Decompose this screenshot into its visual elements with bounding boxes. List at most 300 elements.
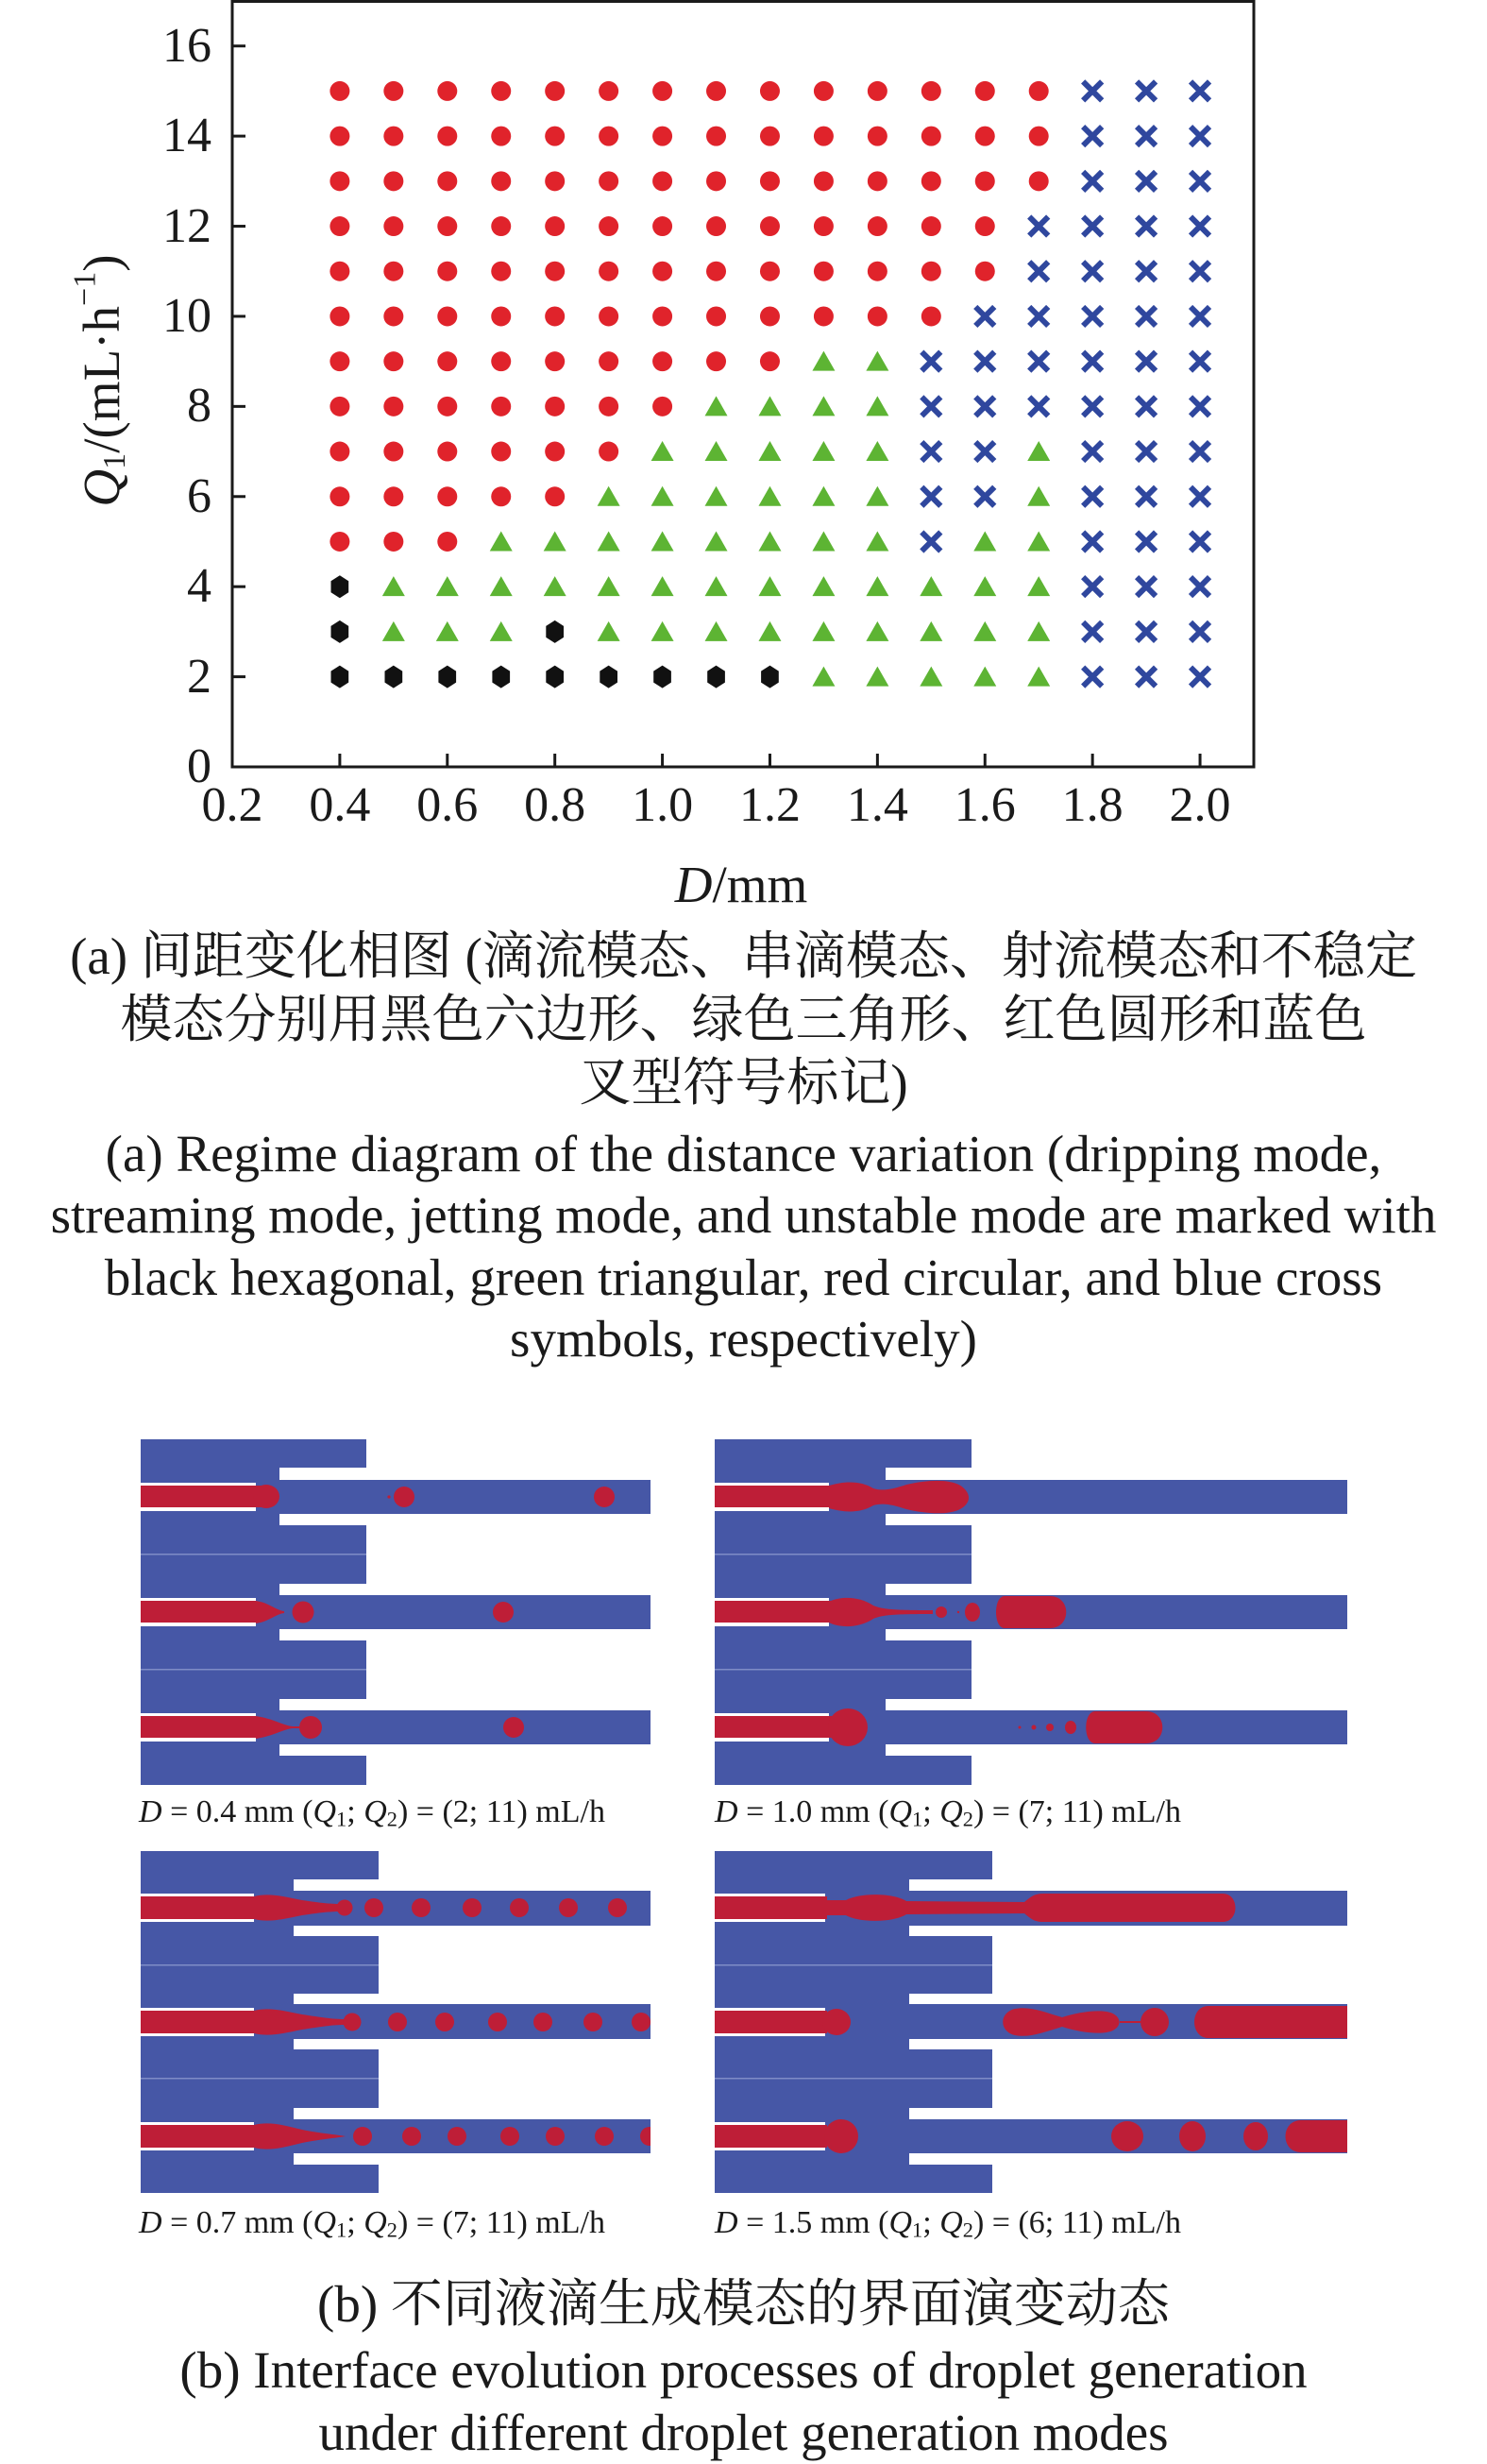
marker-unstable [1029, 217, 1048, 236]
label-sep: ; [346, 2205, 364, 2240]
marker-unstable [1137, 577, 1156, 596]
marker-jetting [706, 306, 726, 326]
caption-a-zh-line-3: 叉型符号标记) [579, 1054, 908, 1112]
x-tick-label: 0.4 [309, 778, 371, 832]
marker-jetting [599, 442, 618, 462]
marker-streaming [382, 576, 405, 596]
marker-unstable [1137, 352, 1156, 371]
marker-unstable [1083, 442, 1102, 461]
marker-dripping [707, 666, 725, 688]
marker-jetting [383, 81, 403, 101]
marker-jetting [868, 81, 887, 101]
marker-streaming [598, 576, 620, 596]
marker-jetting [545, 216, 565, 236]
marker-streaming [973, 621, 996, 641]
marker-streaming [866, 441, 888, 461]
marker-jetting [491, 216, 511, 236]
caption-a-en-line-2: streaming mode, jetting mode, and unstable mode are marked with [50, 1186, 1437, 1244]
label-sep: ; [346, 1794, 364, 1829]
marker-streaming [598, 486, 620, 506]
label-q1-symbol: Q [888, 2205, 913, 2240]
marker-unstable [1029, 397, 1048, 416]
marker-unstable [921, 352, 940, 371]
label-q1-sub: 1 [336, 2218, 347, 2242]
snapshot-label-d-1-5 [715, 2205, 1181, 2241]
marker-jetting [437, 306, 457, 326]
x-tick-label: 0.2 [201, 778, 263, 832]
marker-streaming [490, 621, 513, 641]
label-q2-symbol: Q [363, 2205, 387, 2240]
marker-jetting [545, 486, 565, 506]
marker-jetting [652, 397, 672, 416]
x-axis-unit: /mm [712, 856, 808, 913]
marker-unstable [1083, 397, 1102, 416]
marker-unstable [975, 442, 994, 461]
snapshot-dripping-d-0-4 [132, 1431, 661, 1799]
marker-jetting [330, 127, 349, 146]
marker-streaming [973, 667, 996, 687]
marker-jetting [868, 216, 887, 236]
marker-jetting [491, 262, 511, 281]
marker-jetting [706, 127, 726, 146]
marker-streaming [812, 621, 835, 641]
marker-unstable [1137, 668, 1156, 687]
marker-jetting [921, 306, 941, 326]
marker-jetting [383, 171, 403, 191]
marker-jetting [383, 442, 403, 462]
marker-unstable [1083, 81, 1102, 100]
y-tick-label: 0 [187, 739, 211, 793]
marker-jetting [545, 442, 565, 462]
marker-streaming [490, 576, 513, 596]
marker-jetting [921, 171, 941, 191]
label-q2-sub: 2 [962, 1807, 973, 1831]
marker-jetting [760, 81, 780, 101]
marker-jetting [975, 171, 995, 191]
marker-streaming [758, 576, 781, 596]
marker-jetting [545, 127, 565, 146]
marker-jetting [383, 262, 403, 281]
marker-jetting [599, 262, 618, 281]
marker-dripping [492, 666, 510, 688]
marker-jetting [1029, 81, 1049, 101]
marker-streaming [866, 351, 888, 371]
marker-unstable [1137, 442, 1156, 461]
label-q1-sub: 1 [912, 2218, 923, 2242]
marker-jetting [491, 127, 511, 146]
marker-streaming [705, 576, 728, 596]
y-tick-label: 4 [187, 559, 211, 614]
marker-unstable [1029, 307, 1048, 326]
marker-unstable [1083, 668, 1102, 687]
marker-jetting [921, 127, 941, 146]
y-axis-superscript: −1 [67, 271, 103, 307]
marker-jetting [706, 171, 726, 191]
marker-dripping [438, 666, 456, 688]
marker-jetting [706, 81, 726, 101]
marker-jetting [652, 351, 672, 371]
marker-dripping [546, 620, 564, 643]
marker-jetting [330, 171, 349, 191]
marker-jetting [437, 486, 457, 506]
marker-jetting [383, 486, 403, 506]
marker-streaming [812, 441, 835, 461]
marker-jetting [814, 216, 834, 236]
marker-jetting [491, 351, 511, 371]
marker-jetting [437, 442, 457, 462]
marker-dripping [761, 666, 779, 688]
label-q1-symbol: Q [313, 1794, 337, 1829]
caption-b-en-line-1: (b) Interface evolution processes of droplet generation [179, 2341, 1308, 2399]
marker-streaming [758, 441, 781, 461]
marker-streaming [1027, 441, 1050, 461]
marker-jetting [330, 442, 349, 462]
marker-jetting [814, 306, 834, 326]
marker-unstable [1191, 442, 1209, 461]
label-q1-sub: 1 [336, 1807, 347, 1831]
marker-streaming [812, 531, 835, 551]
marker-jetting [330, 397, 349, 416]
marker-streaming [758, 621, 781, 641]
marker-jetting [491, 442, 511, 462]
marker-streaming [812, 667, 835, 687]
marker-jetting [921, 216, 941, 236]
marker-streaming [812, 351, 835, 371]
marker-streaming [1027, 576, 1050, 596]
marker-streaming [705, 531, 728, 551]
plot-frame [232, 2, 1254, 768]
y-axis-unit: /(mL·h [73, 306, 130, 453]
marker-jetting [330, 486, 349, 506]
marker-jetting [383, 306, 403, 326]
marker-streaming [651, 486, 674, 506]
marker-dripping [331, 620, 349, 643]
label-q2-sub: 2 [386, 2218, 397, 2242]
marker-jetting [545, 306, 565, 326]
marker-streaming [812, 486, 835, 506]
marker-jetting [599, 397, 618, 416]
marker-streaming [382, 621, 405, 641]
marker-jetting [383, 351, 403, 371]
marker-streaming [920, 576, 942, 596]
marker-jetting [330, 532, 349, 552]
marker-jetting [437, 171, 457, 191]
snapshot-label-d-0-4 [139, 1794, 605, 1830]
marker-jetting [760, 127, 780, 146]
marker-streaming [866, 667, 888, 687]
marker-unstable [1083, 217, 1102, 236]
marker-jetting [491, 171, 511, 191]
marker-streaming [705, 486, 728, 506]
marker-unstable [975, 487, 994, 506]
marker-jetting [599, 127, 618, 146]
marker-unstable [1137, 397, 1156, 416]
label-q2-symbol: Q [939, 2205, 963, 2240]
marker-unstable [1083, 532, 1102, 551]
y-tick-label: 12 [162, 198, 211, 253]
y-tick-label: 8 [187, 379, 211, 433]
marker-streaming [973, 576, 996, 596]
marker-jetting [437, 127, 457, 146]
snapshot-streaming-d-1-0 [699, 1431, 1378, 1799]
marker-jetting [868, 306, 887, 326]
marker-jetting [383, 127, 403, 146]
marker-unstable [1191, 668, 1209, 687]
marker-jetting [491, 397, 511, 416]
marker-unstable [1191, 172, 1209, 191]
label-values: ) = (7; 11) mL/h [972, 1794, 1181, 1829]
marker-streaming [866, 531, 888, 551]
marker-dripping [331, 575, 349, 598]
snapshot-jetting-d-0-7 [132, 1842, 661, 2205]
marker-jetting [814, 81, 834, 101]
marker-jetting [760, 216, 780, 236]
label-q2-symbol: Q [363, 1794, 387, 1829]
marker-jetting [975, 81, 995, 101]
caption-b-en-line-2: under different droplet generation modes [318, 2404, 1169, 2461]
marker-unstable [1191, 622, 1209, 641]
marker-unstable [1191, 127, 1209, 145]
marker-jetting [545, 351, 565, 371]
marker-unstable [1083, 487, 1102, 506]
y-axis-label [67, 254, 133, 507]
marker-jetting [383, 216, 403, 236]
marker-jetting [868, 127, 887, 146]
label-sep: ; [922, 2205, 940, 2240]
marker-dripping [385, 666, 403, 688]
marker-streaming [1027, 621, 1050, 641]
marker-streaming [651, 441, 674, 461]
label-values: ) = (7; 11) mL/h [397, 2205, 605, 2240]
marker-unstable [921, 397, 940, 416]
marker-jetting [760, 306, 780, 326]
y-tick-label: 6 [187, 468, 211, 523]
marker-jetting [437, 216, 457, 236]
x-tick-label: 0.6 [416, 778, 479, 832]
label-d-value: = 1.0 mm ( [737, 1794, 889, 1829]
marker-unstable [1191, 577, 1209, 596]
marker-jetting [975, 216, 995, 236]
marker-streaming [544, 531, 566, 551]
caption-a-zh-line-2: 模态分别用黑色六边形、绿色三角形、红色圆形和蓝色 [120, 991, 1367, 1048]
marker-streaming [651, 531, 674, 551]
marker-unstable [975, 307, 994, 326]
marker-jetting [599, 81, 618, 101]
caption-a-en-line-1: (a) Regime diagram of the distance variation (dripping mode, [105, 1125, 1382, 1182]
marker-unstable [1191, 532, 1209, 551]
marker-unstable [1137, 217, 1156, 236]
label-q1-symbol: Q [313, 2205, 337, 2240]
y-axis-unit-close: ) [73, 254, 130, 272]
marker-jetting [814, 262, 834, 281]
marker-jetting [599, 306, 618, 326]
label-sep: ; [922, 1794, 940, 1829]
marker-jetting [652, 216, 672, 236]
data-markers [330, 81, 1209, 688]
marker-unstable [1137, 262, 1156, 280]
label-q2-sub: 2 [962, 2218, 973, 2242]
marker-unstable [1191, 81, 1209, 100]
y-axis-symbol: Q [73, 468, 130, 507]
marker-jetting [599, 351, 618, 371]
marker-jetting [330, 351, 349, 371]
marker-unstable [1191, 217, 1209, 236]
marker-unstable [1083, 352, 1102, 371]
marker-jetting [437, 397, 457, 416]
marker-streaming [920, 621, 942, 641]
marker-streaming [598, 531, 620, 551]
marker-unstable [1029, 262, 1048, 280]
marker-unstable [1191, 487, 1209, 506]
label-d-value: = 1.5 mm ( [737, 2205, 889, 2240]
marker-jetting [814, 171, 834, 191]
marker-unstable [921, 487, 940, 506]
x-tick-label: 1.8 [1061, 778, 1124, 832]
marker-streaming [920, 667, 942, 687]
marker-jetting [814, 127, 834, 146]
marker-unstable [1083, 172, 1102, 191]
caption-a-en-line-3: black hexagonal, green triangular, red circular, and blue cross [104, 1249, 1383, 1306]
marker-jetting [706, 262, 726, 281]
marker-streaming [1027, 667, 1050, 687]
marker-streaming [812, 396, 835, 416]
marker-jetting [975, 262, 995, 281]
marker-streaming [758, 531, 781, 551]
marker-jetting [760, 262, 780, 281]
label-d-symbol: D [715, 2205, 738, 2240]
marker-unstable [1191, 307, 1209, 326]
snapshot-unstable-d-1-5 [699, 1842, 1378, 2205]
marker-unstable [1137, 172, 1156, 191]
marker-jetting [545, 81, 565, 101]
marker-unstable [1083, 262, 1102, 280]
marker-jetting [975, 127, 995, 146]
x-tick-label: 1.2 [738, 778, 801, 832]
marker-streaming [651, 621, 674, 641]
marker-streaming [651, 576, 674, 596]
label-d-symbol: D [139, 2205, 162, 2240]
caption-a-en-line-4: symbols, respectively) [510, 1310, 977, 1368]
marker-unstable [1191, 397, 1209, 416]
marker-jetting [706, 216, 726, 236]
label-d-symbol: D [139, 1794, 162, 1829]
x-axis-label [675, 855, 808, 915]
marker-jetting [652, 127, 672, 146]
label-values: ) = (6; 11) mL/h [972, 2205, 1181, 2240]
marker-streaming [705, 441, 728, 461]
marker-streaming [866, 621, 888, 641]
marker-unstable [1137, 532, 1156, 551]
x-tick-label: 0.8 [524, 778, 586, 832]
marker-jetting [652, 262, 672, 281]
marker-unstable [921, 442, 940, 461]
marker-jetting [1029, 171, 1049, 191]
marker-jetting [1029, 127, 1049, 146]
marker-jetting [330, 306, 349, 326]
marker-jetting [868, 262, 887, 281]
snapshot-label-d-1-0 [715, 1794, 1181, 1830]
marker-jetting [868, 171, 887, 191]
marker-jetting [921, 262, 941, 281]
marker-unstable [1083, 622, 1102, 641]
marker-unstable [1191, 352, 1209, 371]
marker-unstable [975, 352, 994, 371]
caption-b-zh: (b) 不同液滴生成模态的界面演变动态 [317, 2275, 1170, 2333]
marker-jetting [652, 306, 672, 326]
x-axis-symbol: D [674, 856, 713, 913]
marker-streaming [866, 396, 888, 416]
marker-dripping [600, 666, 617, 688]
marker-unstable [1137, 307, 1156, 326]
marker-unstable [1191, 262, 1209, 280]
x-tick-label: 1.6 [954, 778, 1016, 832]
marker-jetting [652, 171, 672, 191]
marker-streaming [758, 396, 781, 416]
marker-jetting [921, 81, 941, 101]
label-q2-sub: 2 [386, 1807, 397, 1831]
marker-jetting [599, 216, 618, 236]
y-tick-label: 2 [187, 649, 211, 704]
label-values: ) = (2; 11) mL/h [397, 1794, 605, 1829]
snapshot-label-d-0-7 [139, 2205, 605, 2241]
marker-unstable [1137, 81, 1156, 100]
label-q2-symbol: Q [939, 1794, 963, 1829]
y-tick-label: 16 [162, 18, 211, 73]
marker-dripping [546, 666, 564, 688]
marker-unstable [1137, 127, 1156, 145]
marker-dripping [653, 666, 671, 688]
marker-streaming [973, 531, 996, 551]
marker-unstable [975, 397, 994, 416]
marker-unstable [1137, 487, 1156, 506]
marker-streaming [866, 576, 888, 596]
marker-jetting [330, 81, 349, 101]
label-q1-symbol: Q [888, 1794, 913, 1829]
marker-jetting [383, 532, 403, 552]
x-tick-label: 2.0 [1169, 778, 1231, 832]
marker-jetting [545, 397, 565, 416]
label-d-symbol: D [715, 1794, 738, 1829]
marker-jetting [437, 532, 457, 552]
label-q1-sub: 1 [912, 1807, 923, 1831]
y-tick-label: 10 [162, 288, 211, 343]
marker-streaming [705, 621, 728, 641]
marker-jetting [545, 262, 565, 281]
marker-streaming [1027, 531, 1050, 551]
marker-jetting [437, 81, 457, 101]
marker-streaming [1027, 486, 1050, 506]
marker-jetting [437, 351, 457, 371]
marker-streaming [544, 576, 566, 596]
label-d-value: = 0.7 mm ( [161, 2205, 313, 2240]
marker-streaming [436, 621, 459, 641]
marker-streaming [866, 486, 888, 506]
marker-streaming [490, 531, 513, 551]
marker-jetting [330, 216, 349, 236]
marker-jetting [545, 171, 565, 191]
marker-jetting [437, 262, 457, 281]
marker-jetting [760, 351, 780, 371]
marker-unstable [1083, 577, 1102, 596]
x-tick-label: 1.0 [632, 778, 694, 832]
marker-jetting [491, 486, 511, 506]
marker-jetting [491, 306, 511, 326]
marker-jetting [706, 351, 726, 371]
marker-jetting [760, 171, 780, 191]
label-d-value: = 0.4 mm ( [161, 1794, 313, 1829]
marker-unstable [1029, 352, 1048, 371]
marker-unstable [1083, 127, 1102, 145]
